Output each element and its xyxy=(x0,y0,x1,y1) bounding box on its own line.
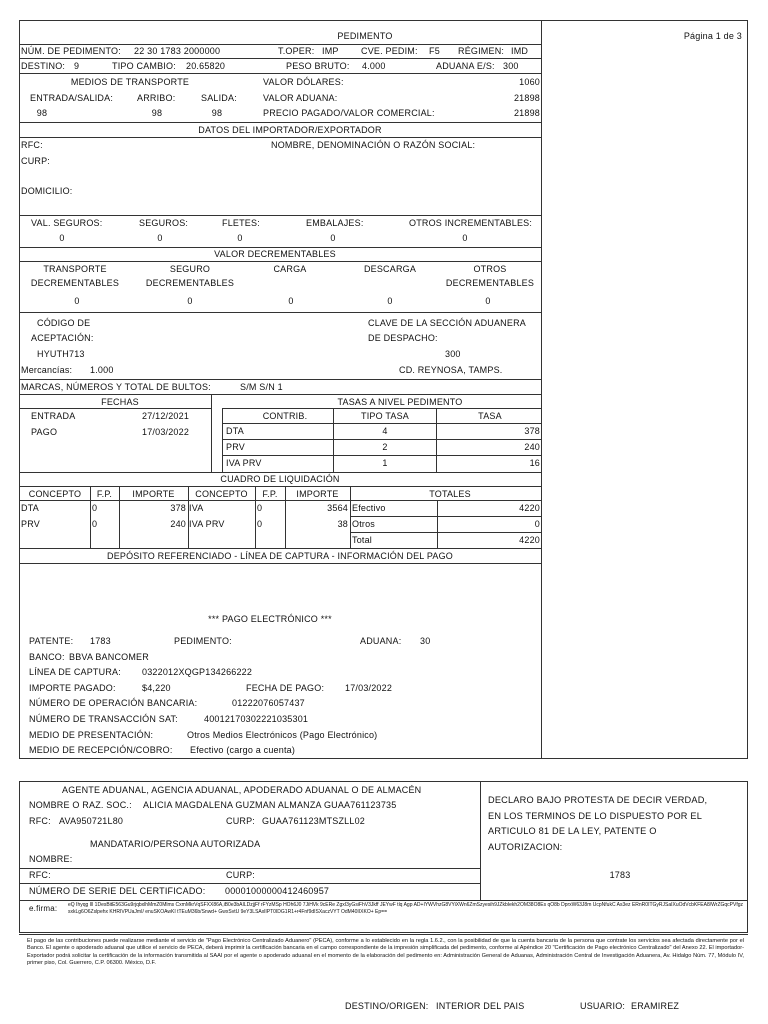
entrada-salida-label: ENTRADA/SALIDA: xyxy=(30,93,114,103)
clave-seccion-label-1: CLAVE DE LA SECCIÓN ADUANERA xyxy=(368,318,526,328)
medio-presentacion-value: Otros Medios Electrónicos (Pago Electrónico) xyxy=(187,730,378,740)
liq-row-fp2: 0 xyxy=(257,519,263,529)
fletes-value: 0 xyxy=(237,233,243,243)
tasas-tipo-header: TIPO TASA xyxy=(361,411,409,421)
valor-aduana-value: 21898 xyxy=(513,93,540,103)
codigo-value: HYUTH713 xyxy=(37,349,85,359)
page-number: Página 1 de 3 xyxy=(683,31,742,41)
val-seguros-value: 0 xyxy=(59,233,65,243)
domicilio-label: DOMICILIO: xyxy=(21,186,73,196)
pago-electronico-label: *** PAGO ELECTRÓNICO *** xyxy=(208,614,332,624)
liq-row-concepto2: IVA xyxy=(189,503,204,513)
liq-row-fp: 0 xyxy=(92,503,98,513)
transaccion-sat-label: NÚMERO DE TRANSACCIÓN SAT: xyxy=(29,714,178,724)
cve-pedim-value: F5 xyxy=(429,46,440,56)
tasa-row-tipo: 2 xyxy=(382,442,388,452)
agente-title: AGENTE ADUANAL, AGENCIA ADUANAL, APODERADO ADUANAL O DE ALMACÉN xyxy=(62,785,422,795)
liq-importe2-header: IMPORTE xyxy=(296,489,339,499)
liq-row-concepto: PRV xyxy=(21,519,40,529)
seguros-value: 0 xyxy=(157,233,163,243)
peso-bruto-value: 4.000 xyxy=(362,61,386,71)
importe-pagado-label: IMPORTE PAGADO: xyxy=(29,683,116,693)
embalajes-label: EMBALAJES: xyxy=(306,218,364,228)
declaro-patente: 1783 xyxy=(609,870,631,880)
embalajes-value: 0 xyxy=(330,233,336,243)
tasa-row-tipo: 4 xyxy=(382,426,388,436)
tasa-row-contrib: IVA PRV xyxy=(226,458,262,468)
descarga-decr-value: 0 xyxy=(387,296,393,306)
liq-row-fp2: 0 xyxy=(257,503,263,513)
precio-pagado-value: 21898 xyxy=(513,108,540,118)
liq-totales-header: TOTALES xyxy=(429,489,471,499)
agente-nombre-value: ALICIA MAGDALENA GUZMAN ALMANZA GUAA761123735 xyxy=(143,800,397,810)
transporte-decr-label: TRANSPORTE xyxy=(43,264,107,274)
liq-row-concepto: DTA xyxy=(21,503,39,513)
tasa-row-tipo: 1 xyxy=(382,458,388,468)
mandatario-curp-label: CURP: xyxy=(226,870,256,880)
seguro-decr-label: SEGURO xyxy=(169,264,211,274)
liq-total-value: 0 xyxy=(534,519,540,529)
toper-label: T.OPER: xyxy=(278,46,315,56)
usuario-value: ERAMIREZ xyxy=(631,1001,680,1011)
linea-captura-value: 0322012XQGP134266222 xyxy=(142,667,253,677)
peso-bruto-label: PESO BRUTO: xyxy=(286,61,350,71)
liq-row-importe: 240 xyxy=(170,519,186,529)
valor-dolares-label: VALOR DÓLARES: xyxy=(263,77,344,87)
tipo-cambio-label: TIPO CAMBIO: xyxy=(112,61,176,71)
operacion-bancaria-value: 01222076057437 xyxy=(232,698,305,708)
decrementables-title: VALOR DECREMENTABLES xyxy=(214,249,336,259)
curp-label: CURP: xyxy=(21,156,51,166)
salida-label: SALIDA: xyxy=(201,93,237,103)
transaccion-sat-value: 40012170302221035301 xyxy=(204,714,309,724)
valor-aduana-label: VALOR ADUANA: xyxy=(263,93,338,103)
liq-concepto-header: CONCEPTO xyxy=(28,489,82,499)
mandatario-title: MANDATARIO/PERSONA AUTORIZADA xyxy=(90,839,261,849)
liq-total-label: Otros xyxy=(352,519,376,529)
regimen-label: RÉGIMEN: xyxy=(458,46,505,56)
fechas-title: FECHAS xyxy=(101,397,139,407)
seguro-decr-sub: DECREMENTABLES xyxy=(145,278,235,288)
destino-origen-value: INTERIOR DEL PAIS xyxy=(436,1001,525,1011)
medio-recepcion-label: MEDIO DE RECEPCIÓN/COBRO: xyxy=(29,745,173,755)
otros-decr-label: OTROS xyxy=(473,264,507,274)
liq-fp-header: F.P. xyxy=(96,489,113,499)
toper-value: IMP xyxy=(322,46,339,56)
mandatario-nombre-label: NOMBRE: xyxy=(29,854,73,864)
tasas-contrib-header: CONTRIB. xyxy=(262,411,308,421)
tipo-cambio-value: 20.65820 xyxy=(186,61,226,71)
destino-origen-label: DESTINO/ORIGEN: xyxy=(345,1001,429,1011)
codigo-label-2: ACEPTACIÓN: xyxy=(31,333,94,343)
aduana-es-value: 300 xyxy=(503,61,519,71)
tasa-row-contrib: PRV xyxy=(226,442,245,452)
tasas-title: TASAS A NIVEL PEDIMENTO xyxy=(337,397,463,407)
otros-decr-value: 0 xyxy=(485,296,491,306)
destino-label: DESTINO: xyxy=(21,61,66,71)
usuario-label: USUARIO: xyxy=(580,1001,626,1011)
aduana-value: 30 xyxy=(420,636,431,646)
destino-value: 9 xyxy=(74,61,80,71)
tasa-row-tasa: 16 xyxy=(529,458,540,468)
liq-row-concepto2: IVA PRV xyxy=(189,519,225,529)
aduana-es-label: ADUANA E/S: xyxy=(436,61,495,71)
tasas-tasa-header: TASA xyxy=(478,411,502,421)
transporte-decr-sub: DECREMENTABLES xyxy=(30,278,120,288)
cve-pedim-label: CVE. PEDIM: xyxy=(361,46,418,56)
fecha-pago-label: FECHA DE PAGO: xyxy=(246,683,325,693)
descarga-decr-label: DESCARGA xyxy=(363,264,417,274)
agente-nombre-label: NOMBRE O RAZ. SOC.: xyxy=(29,800,132,810)
tasa-row-tasa: 378 xyxy=(524,426,540,436)
fecha-entrada-label: ENTRADA xyxy=(31,411,76,421)
liq-total-value: 4220 xyxy=(519,503,540,513)
medios-transporte-title: MEDIOS DE TRANSPORTE xyxy=(70,77,190,87)
agente-curp-value: GUAA761123MTSZLL02 xyxy=(262,816,365,826)
clave-seccion-label-2: DE DESPACHO: xyxy=(368,333,438,343)
declaro-text: DECLARO BAJO PROTESTA DE DECIR VERDAD, EN LOS TERMINOS DE LO DISPUESTO POR EL ARTICULO 81 DE LA LEY, PATENTE O AUTORIZACION: xyxy=(488,795,708,852)
agente-rfc-label: RFC: xyxy=(29,816,51,826)
tasa-row-tasa: 240 xyxy=(524,442,540,452)
efirma-label: e.firma: xyxy=(29,904,58,913)
linea-captura-label: LÍNEA DE CAPTURA: xyxy=(29,667,121,677)
liq-row-importe: 378 xyxy=(170,503,186,513)
serie-certificado-label: NÚMERO DE SERIE DEL CERTIFICADO: xyxy=(29,886,206,896)
pedimento-title: PEDIMENTO xyxy=(337,31,393,41)
medio-recepcion-value: Efectivo (cargo a cuenta) xyxy=(190,745,296,755)
clave-seccion-city: CD. REYNOSA, TAMPS. xyxy=(399,365,503,375)
carga-decr-label: CARGA xyxy=(273,264,307,274)
carga-decr-value: 0 xyxy=(288,296,294,306)
val-seguros-label: VAL. SEGUROS: xyxy=(31,218,103,228)
operacion-bancaria-label: NÚMERO DE OPERACIÓN BANCARIA: xyxy=(29,698,198,708)
patente-label: PATENTE: xyxy=(29,636,74,646)
liq-row-importe2: 3564 xyxy=(327,503,348,513)
mercancias-label: Mercancías: xyxy=(21,365,73,375)
deposito-title: DEPÓSITO REFERENCIADO - LÍNEA DE CAPTURA - INFORMACIÓN DEL PAGO xyxy=(107,551,453,561)
patente-value: 1783 xyxy=(90,636,111,646)
marcas-label: MARCAS, NÚMEROS Y TOTAL DE BULTOS: xyxy=(21,382,211,392)
otros-decr-sub: DECREMENTABLES xyxy=(445,278,535,288)
liq-total-label: Total xyxy=(352,535,373,545)
num-pedimento-label: NÚM. DE PEDIMENTO: xyxy=(21,46,121,56)
num-pedimento-value: 22 30 1783 2000000 xyxy=(134,46,221,56)
liq-total-label: Efectivo xyxy=(352,503,386,513)
entrada-value: 98 xyxy=(36,108,48,118)
fecha-pago-label: PAGO xyxy=(31,427,58,437)
regimen-value: IMD xyxy=(511,46,529,56)
footer-note: El pago de las contribuciones puede realizarse mediante el servicio de "Pago Electrónico Centralizado Aduanero" (PECA), conforme a lo establecido en la regla 1.6.2., con la posibilidad de que la cuenta bancaria de la persona que contrate los servicios sea afectada directamente por el Banco. El agente o apoderado aduanal que utilice el servicio de PECA, deberá imprimir la certificación bancaria en el campo correspondiente de la impresión simplificada del pedimento, conforme al Apéndice 20 "Certificación de Pago electrónico Centralizado" del Anexo 22. El importador-Exportador podrá solicitar la certificación de la información transmitida al SAAI por el agente o apoderado aduanal en el momento de la elaboración del pedimento en: Administración General de Aduanas, Administración Central de Investigación Aduanera, Av. Hidalgo Núm. 77, Módulo IV, primer piso, Col. Guerrero, C.P. 06300. México, D.F. xyxy=(27,938,744,966)
fecha-entrada-value: 27/12/2021 xyxy=(142,411,190,421)
importador-title: DATOS DEL IMPORTADOR/EXPORTADOR xyxy=(198,125,382,135)
pedimento-label: PEDIMENTO: xyxy=(174,636,232,646)
fecha-pago-value: 17/03/2022 xyxy=(345,683,393,693)
efirma-value: eQ Ihyqg Ill 1DesBitE563Gu9rjqbxlhMmZ0Mlms CxmMkrVqSFXX86A,iB0e3bAILDzjjFf rFYzMSp HOh6J0 7JiHVk 9cERe ZgxI3yGsiFhV3Jkff JEYwF tlq Agp AD+IYWVhzG8VYiXWn6ZmSzyesih9JZkbIekh2OM38O8Es qO8b DprxW63J8m UcpNfukC As3ez ERnR0ITGyRJSaIXuOdVcbKFEA8/WrZGqcPVfgzsxkLg6O6Zslpehx KHRIVPUaJmI/ enuSKOAwKI tTEuM36b/Snwd+ GwxSvtU 9eY3LSAxlIPT0IDG1R1+r4Fnf9dISXaczVYT OdM40IIXKO+ Ep== xyxy=(68,902,744,915)
liq-concepto2-header: CONCEPTO xyxy=(195,489,248,499)
liq-row-importe2: 38 xyxy=(337,519,348,529)
serie-certificado-value: 00001000000412460957 xyxy=(225,886,330,896)
valor-dolares-value: 1060 xyxy=(519,77,540,87)
arribo-value: 98 xyxy=(151,108,163,118)
arribo-label: ARRIBO: xyxy=(137,93,176,103)
fecha-pago-value: 17/03/2022 xyxy=(142,427,190,437)
seguros-label: SEGUROS: xyxy=(139,218,189,228)
liq-fp2-header: F.P. xyxy=(262,489,278,499)
importe-pagado-value: $4,220 xyxy=(142,683,171,693)
agente-rfc-value: AVA950721L80 xyxy=(59,816,124,826)
nombre-razon-label: NOMBRE, DENOMINACIÓN O RAZÓN SOCIAL: xyxy=(271,140,476,150)
aduana-label: ADUANA: xyxy=(360,636,402,646)
seguro-decr-value: 0 xyxy=(187,296,193,306)
tasa-row-contrib: DTA xyxy=(226,426,244,436)
fletes-label: FLETES: xyxy=(222,218,260,228)
salida-value: 98 xyxy=(211,108,223,118)
liquidacion-title: CUADRO DE LIQUIDACIÓN xyxy=(220,474,340,484)
liq-grand-total: 4220 xyxy=(519,535,540,545)
marcas-value: S/M S/N 1 xyxy=(240,382,283,392)
medio-presentacion-label: MEDIO DE PRESENTACIÓN: xyxy=(29,730,154,740)
otros-incrementables-value: 0 xyxy=(462,233,468,243)
agente-curp-label: CURP: xyxy=(226,816,256,826)
banco-label: BANCO: xyxy=(29,652,65,662)
codigo-label-1: CÓDIGO DE xyxy=(37,318,91,328)
clave-seccion-value: 300 xyxy=(445,349,461,359)
otros-incrementables-label: OTROS INCREMENTABLES: xyxy=(409,218,533,228)
liq-row-fp: 0 xyxy=(92,519,98,529)
transporte-decr-value: 0 xyxy=(74,296,80,306)
precio-pagado-label: PRECIO PAGADO/VALOR COMERCIAL: xyxy=(263,108,435,118)
liq-importe-header: IMPORTE xyxy=(132,489,175,499)
banco-value: BBVA BANCOMER xyxy=(69,652,149,662)
rfc-label: RFC: xyxy=(21,140,43,150)
mercancias-value: 1.000 xyxy=(90,365,114,375)
mandatario-rfc-label: RFC: xyxy=(29,870,51,880)
